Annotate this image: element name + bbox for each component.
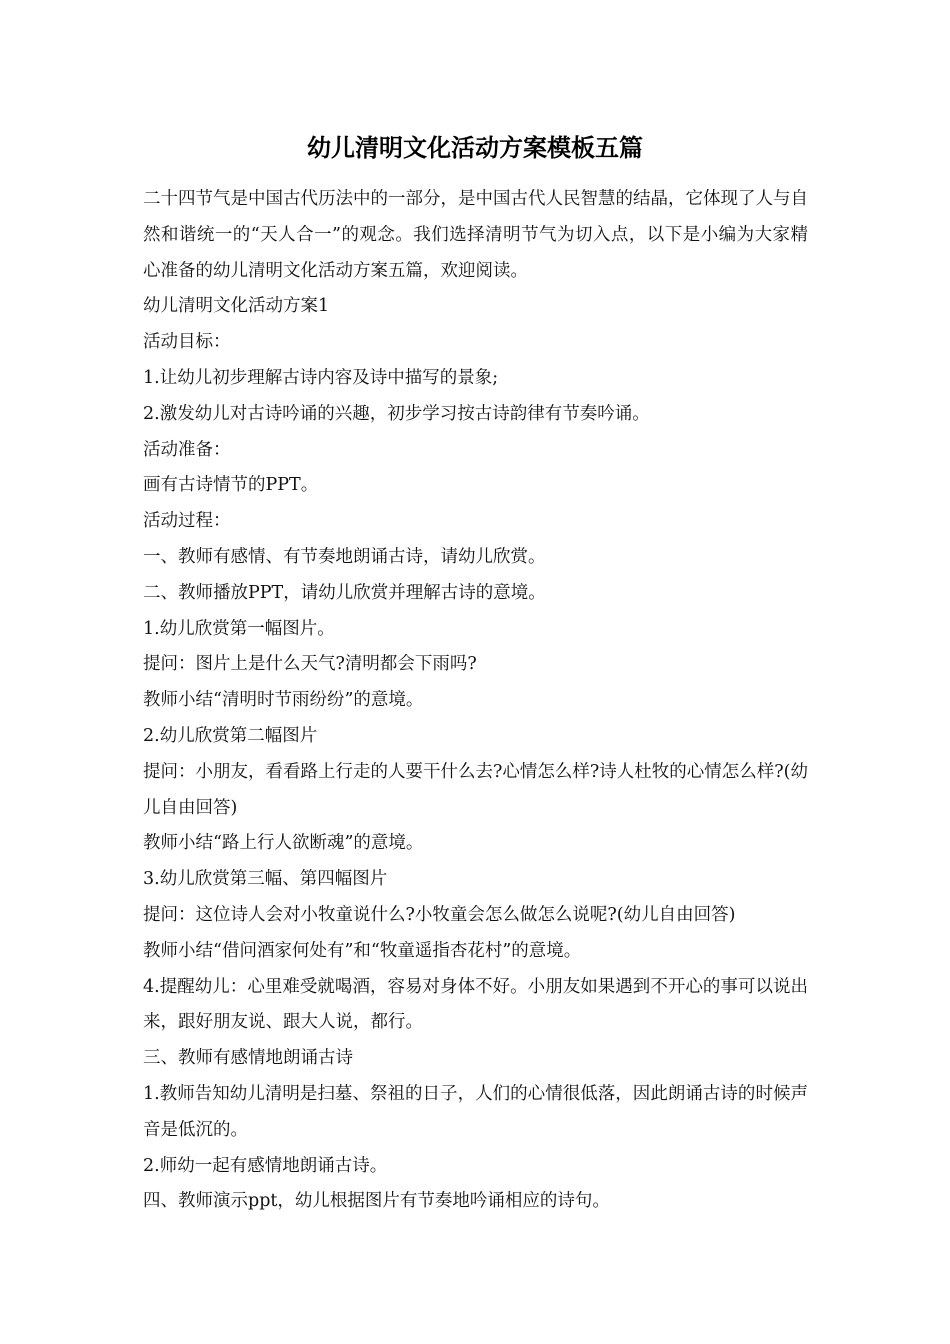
paragraph: 提问：图片上是什么天气?清明都会下雨吗? xyxy=(143,654,477,675)
list-item: 2.幼儿欣赏第二幅图片 xyxy=(143,725,318,746)
subheading-goals: 活动目标： xyxy=(143,332,231,353)
list-item: 1.让幼儿初步理解古诗内容及诗中描写的景象; xyxy=(143,367,499,388)
paragraph: 提问：这位诗人会对小牧童说什么?小牧童会怎么做怎么说呢?(幼儿自由回答) xyxy=(143,904,736,925)
list-item: 3.幼儿欣赏第三幅、第四幅图片 xyxy=(143,869,388,890)
list-item: 三、教师有感情地朗诵古诗 xyxy=(143,1048,353,1069)
document-title: 幼儿清明文化活动方案模板五篇 xyxy=(307,133,643,162)
paragraph: 教师小结“借问酒家何处有”和“牧童遥指杏花村”的意境。 xyxy=(143,940,582,961)
document-body xyxy=(143,182,808,1220)
list-item: 1.幼儿欣赏第一幅图片。 xyxy=(143,618,335,639)
section-heading: 幼儿清明文化活动方案1 xyxy=(143,296,330,317)
list-item: 一、教师有感情、有节奏地朗诵古诗，请幼儿欣赏。 xyxy=(143,546,546,567)
paragraph: 提问：小朋友，看看路上行走的人要干什么去?心情怎么样?诗人杜牧的心情怎么样?(幼儿自由回答) xyxy=(143,761,808,818)
list-item: 4.提醒幼儿：心里难受就喝酒，容易对身体不好。小朋友如果遇到不开心的事可以说出来，跟好朋友说、跟大人说，都行。 xyxy=(143,976,808,1033)
paragraph: 教师小结“路上行人欲断魂”的意境。 xyxy=(143,833,424,854)
paragraph: 画有古诗情节的PPT。 xyxy=(143,475,319,496)
subheading-preparation: 活动准备： xyxy=(143,439,231,460)
list-item: 四、教师演示ppt，幼儿根据图片有节奏地吟诵相应的诗句。 xyxy=(143,1191,610,1212)
list-item: 二、教师播放PPT，请幼儿欣赏并理解古诗的意境。 xyxy=(143,582,546,603)
intro-paragraph: 二十四节气是中国古代历法中的一部分，是中国古代人民智慧的结晶，它体现了人与自然和谐统一的“天人合一”的观念。我们选择清明节气为切入点，以下是小编为大家精心准备的幼儿清明文化活动方案五篇，欢迎阅读。 xyxy=(143,189,808,281)
paragraph: 教师小结“清明时节雨纷纷”的意境。 xyxy=(143,690,424,711)
list-item: 1.教师告知幼儿清明是扫墓、祭祖的日子，人们的心情很低落，因此朗诵古诗的时候声音是低沉的。 xyxy=(143,1083,808,1140)
list-item: 2.激发幼儿对古诗吟诵的兴趣，初步学习按古诗韵律有节奏吟诵。 xyxy=(143,403,650,424)
subheading-process: 活动过程： xyxy=(143,511,231,532)
list-item: 2.师幼一起有感情地朗诵古诗。 xyxy=(143,1155,388,1176)
